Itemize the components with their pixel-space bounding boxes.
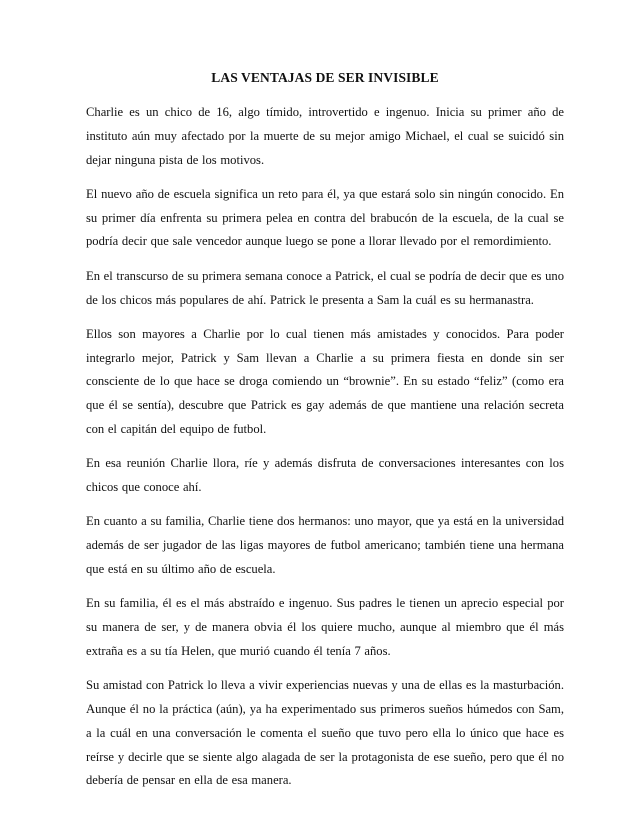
paragraph: Ellos son mayores a Charlie por lo cual tienen más amistades y conocidos. Para poder integrarlo mejor, Patrick y Sam llevan a Charlie a su primera fiesta en donde sin ser consciente de lo que hace se droga comiendo un “brownie”. En su estado “feliz” (como era que él se sentía), descubre que Patrick es gay además de que mantiene una relación secreta con el capitán del equipo de futbol. — [86, 326, 564, 437]
paragraph: El nuevo año de escuela significa un reto para él, ya que estará solo sin ningún conocido. En su primer día enfrenta su primera pelea en contra del brabucón de la escuela, de la cual se podría decir que sale vencedor aunque luego se pone a llorar llevado por el remordimiento. — [86, 186, 564, 249]
paragraph: En el transcurso de su primera semana conoce a Patrick, el cual se podría de decir que es uno de los chicos más populares de ahí. Patrick le presenta a Sam la cuál es su hermanastra. — [86, 268, 564, 307]
paragraph: Charlie es un chico de 16, algo tímido, introvertido e ingenuo. Inicia su primer año de instituto aún muy afectado por la muerte de su mejor amigo Michael, el cual se suicidó sin dejar ninguna pista de los motivos. — [86, 105, 564, 167]
paragraph: Su amistad con Patrick lo lleva a vivir experiencias nuevas y una de ellas es la masturbación. Aunque él no la práctica (aún), ya ha experimentado sus primeros sueños húmedos con Sam, a la cuál en una conversación le comenta el sueño que tuvo pero ella lo único que hace es reírse y decirle que se siente algo alagada de ser la protagonista de ese sueño, pero que él no debería de pensar en ella de esa manera. — [86, 678, 564, 788]
paragraph: En cuanto a su familia, Charlie tiene dos hermanos: uno mayor, que ya está en la universidad además de ser jugador de las ligas mayores de futbol americano; también tiene una hermana que está en su último año de escuela. — [86, 514, 564, 577]
paragraph: En esa reunión Charlie llora, ríe y además disfruta de conversaciones interesantes con los chicos que conoce ahí. — [86, 456, 564, 495]
paragraph: En su familia, él es el más abstraído e ingenuo. Sus padres le tienen un aprecio especial por su manera de ser, y de manera obvia él los quiere mucho, aunque al miembro que él más extraña es a su tía Helen, que murió cuando él tenía 7 años. — [86, 596, 564, 658]
document-title: LAS VENTAJAS DE SER INVISIBLE — [211, 70, 439, 85]
